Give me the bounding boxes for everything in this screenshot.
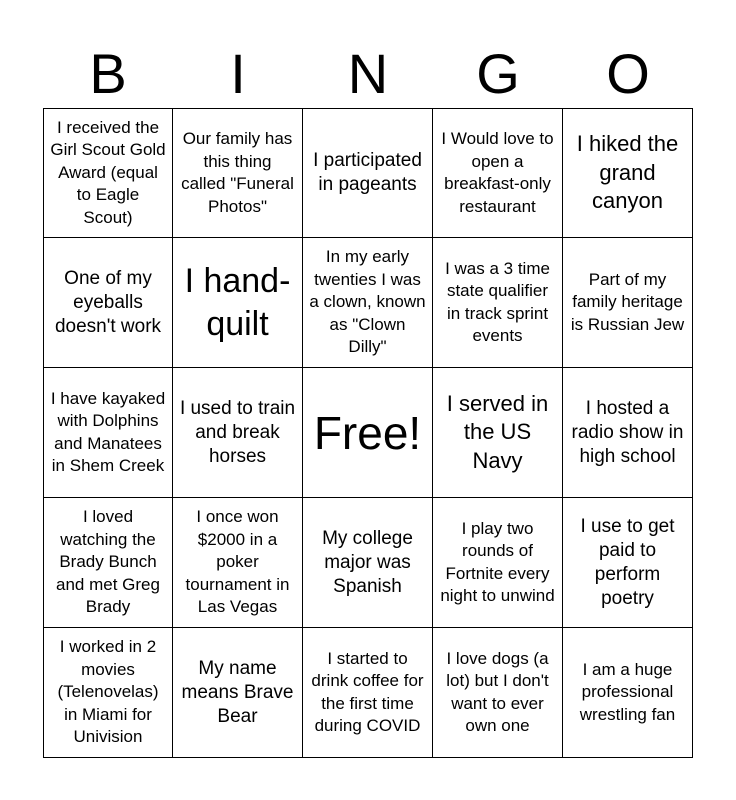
cell-text: I worked in 2 movies (Telenovelas) in Miami for Univision <box>57 637 159 747</box>
cell-text: I participated in pageants <box>313 150 422 195</box>
header-letter-n: N <box>347 42 389 105</box>
cell-text: I have kayaked with Dolphins and Manatees in Shem Creek <box>50 388 166 475</box>
cell-text: I Would love to open a breakfast-only restaurant <box>441 129 554 216</box>
cell-text: I was a 3 time state qualifier in track sprint events <box>445 258 550 345</box>
bingo-cell[interactable] <box>563 628 693 758</box>
cell-text: I received the Girl Scout Gold Award (equal to Eagle Scout) <box>50 117 166 227</box>
cell-text: I served in the US Navy <box>446 390 549 473</box>
header-letter-o: O <box>606 42 650 105</box>
free-space-cell[interactable] <box>303 368 433 498</box>
bingo-cell[interactable] <box>433 498 563 628</box>
cell-text: One of my eyeballs doesn't work <box>54 267 162 337</box>
cell-text: I am a huge professional wrestling fan <box>579 659 676 724</box>
cell-text: I hosted a radio show in high school <box>571 397 684 467</box>
cell-text: I hiked the grand canyon <box>576 131 679 214</box>
bingo-cell[interactable] <box>563 498 693 628</box>
bingo-cell[interactable] <box>43 498 173 628</box>
bingo-cell[interactable] <box>303 108 433 238</box>
bingo-cell[interactable] <box>433 108 563 238</box>
bingo-cell[interactable] <box>563 238 693 368</box>
cell-text: I love dogs (a lot) but I don't want to ever own one <box>446 648 549 735</box>
bingo-cell[interactable] <box>433 368 563 498</box>
cell-text: In my early twenties I was a clown, known as "Clown Dilly" <box>309 247 426 357</box>
bingo-cell[interactable] <box>173 108 303 238</box>
bingo-cell[interactable] <box>563 368 693 498</box>
bingo-cell[interactable] <box>43 238 173 368</box>
cell-text: Part of my family heritage is Russian Jew <box>570 269 685 334</box>
cell-text: I use to get paid to perform poetry <box>580 515 675 609</box>
bingo-cell[interactable] <box>433 238 563 368</box>
bingo-cell[interactable] <box>303 238 433 368</box>
bingo-cell[interactable] <box>433 628 563 758</box>
cell-text: I once won $2000 in a poker tournament in Las Vegas <box>185 507 290 617</box>
cell-text: My name means Brave Bear <box>181 657 294 727</box>
header-letter-i: I <box>230 42 246 105</box>
bingo-cell[interactable] <box>173 238 303 368</box>
header-letter-g: G <box>476 42 520 105</box>
bingo-header <box>43 40 693 108</box>
bingo-cell[interactable] <box>563 108 693 238</box>
cell-text: I play two rounds of Fortnite every night to unwind <box>440 518 555 605</box>
bingo-cell[interactable] <box>173 368 303 498</box>
cell-text: I hand-quilt <box>184 261 291 343</box>
bingo-cell[interactable] <box>303 498 433 628</box>
free-space-text: Free! <box>313 406 422 459</box>
bingo-cell[interactable] <box>43 108 173 238</box>
bingo-cell[interactable] <box>43 368 173 498</box>
cell-text: I started to drink coffee for the first time during COVID <box>311 648 424 735</box>
bingo-card-grid <box>43 108 693 758</box>
header-letter-b: B <box>89 42 127 105</box>
cell-text: I loved watching the Brady Bunch and met Greg Brady <box>56 507 160 617</box>
cell-text: My college major was Spanish <box>322 527 413 597</box>
bingo-cell[interactable] <box>173 498 303 628</box>
bingo-cell[interactable] <box>173 628 303 758</box>
bingo-cell[interactable] <box>43 628 173 758</box>
cell-text: Our family has this thing called "Funeral Photos" <box>181 129 294 216</box>
bingo-cell[interactable] <box>303 628 433 758</box>
cell-text: I used to train and break horses <box>179 397 296 467</box>
